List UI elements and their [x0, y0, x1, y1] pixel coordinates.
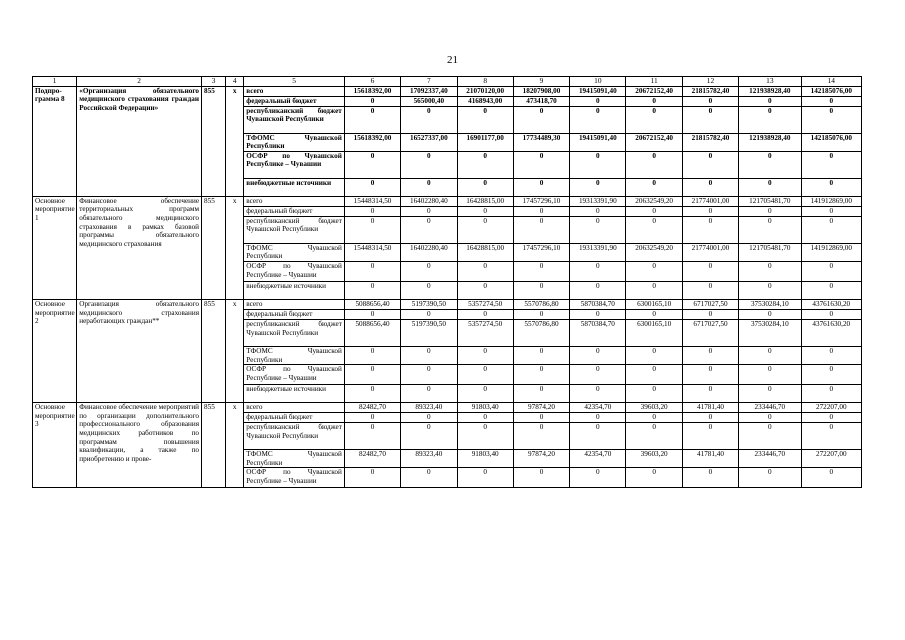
amount-cell: 0 [682, 413, 738, 423]
amount-cell: 0 [401, 385, 457, 403]
program-x-mark: x [226, 403, 244, 488]
amount-cell: 0 [682, 106, 738, 133]
amount-cell: 0 [801, 261, 861, 281]
amount-cell: 0 [344, 106, 400, 133]
program-x-mark: x [226, 196, 244, 299]
amount-cell: 0 [626, 151, 682, 178]
amount-cell: 43761630,20 [801, 319, 861, 346]
amount-cell: 82482,70 [344, 450, 400, 468]
amount-cell: 0 [344, 346, 400, 364]
column-number-2: 2 [77, 77, 202, 87]
amount-cell: 0 [344, 96, 400, 106]
table-row [33, 86, 862, 96]
amount-cell: 4168943,00 [457, 96, 513, 106]
column-number-14: 14 [801, 77, 861, 87]
amount-cell: 21815782,40 [682, 133, 738, 151]
amount-cell: 0 [626, 468, 682, 488]
amount-cell: 6717027,50 [682, 319, 738, 346]
amount-cell: 0 [401, 106, 457, 133]
amount-cell: 0 [801, 413, 861, 423]
funding-source: федеральный бюджет [244, 96, 345, 106]
amount-cell: 39603,20 [626, 450, 682, 468]
funding-source: ТФОМС Чувашской Республики [244, 450, 345, 468]
amount-cell: 565000,40 [401, 96, 457, 106]
amount-cell: 0 [513, 206, 569, 216]
amount-cell: 0 [570, 206, 626, 216]
amount-cell: 121938928,40 [739, 86, 801, 96]
amount-cell: 0 [801, 206, 861, 216]
amount-cell: 0 [682, 178, 738, 196]
funding-source: ОСФР по Чувашской Республике – Чувашии [244, 261, 345, 281]
amount-cell: 0 [682, 281, 738, 299]
amount-cell: 20632549,20 [626, 196, 682, 206]
amount-cell: 0 [401, 346, 457, 364]
column-number-13: 13 [739, 77, 801, 87]
column-number-1: 1 [33, 77, 77, 87]
amount-cell: 0 [513, 106, 569, 133]
table-row [33, 196, 862, 206]
amount-cell: 0 [570, 96, 626, 106]
amount-cell: 0 [682, 346, 738, 364]
amount-cell: 0 [344, 309, 400, 319]
amount-cell: 0 [682, 309, 738, 319]
amount-cell: 82482,70 [344, 403, 400, 413]
amount-cell: 473418,70 [513, 96, 569, 106]
amount-cell: 0 [801, 346, 861, 364]
amount-cell: 89323,40 [401, 450, 457, 468]
amount-cell: 233446,70 [739, 450, 801, 468]
column-number-9: 9 [513, 77, 569, 87]
amount-cell: 0 [801, 385, 861, 403]
amount-cell: 0 [626, 385, 682, 403]
amount-cell: 17457296,10 [513, 243, 569, 261]
amount-cell: 16402280,40 [401, 196, 457, 206]
funding-source: ОСФР по Чувашской Республике – Чувашии [244, 468, 345, 488]
amount-cell: 0 [739, 309, 801, 319]
amount-cell: 0 [513, 151, 569, 178]
funding-source: ТФОМС Чувашской Республики [244, 346, 345, 364]
amount-cell: 0 [344, 468, 400, 488]
amount-cell: 0 [801, 309, 861, 319]
program-code: 855 [202, 299, 226, 402]
amount-cell: 16901177,00 [457, 133, 513, 151]
program-title: Основное мероприятие 2 [33, 299, 77, 402]
amount-cell: 0 [682, 206, 738, 216]
amount-cell: 0 [570, 178, 626, 196]
amount-cell: 0 [739, 365, 801, 385]
amount-cell: 5088656,40 [344, 299, 400, 309]
amount-cell: 16402280,40 [401, 243, 457, 261]
amount-cell: 0 [682, 423, 738, 450]
funding-source: ОСФР по Чувашской Республике – Чувашии [244, 365, 345, 385]
amount-cell: 41781,40 [682, 450, 738, 468]
amount-cell: 142185076,00 [801, 86, 861, 96]
amount-cell: 91803,40 [457, 403, 513, 413]
amount-cell: 233446,70 [739, 403, 801, 413]
amount-cell: 0 [739, 206, 801, 216]
amount-cell: 0 [682, 96, 738, 106]
amount-cell: 0 [457, 385, 513, 403]
amount-cell: 0 [626, 413, 682, 423]
amount-cell: 0 [344, 261, 400, 281]
amount-cell: 0 [513, 423, 569, 450]
amount-cell: 37530284,10 [739, 299, 801, 309]
table-row [33, 403, 862, 413]
funding-source: всего [244, 86, 345, 96]
funding-source: всего [244, 403, 345, 413]
amount-cell: 0 [457, 423, 513, 450]
amount-cell: 0 [457, 413, 513, 423]
amount-cell: 0 [457, 261, 513, 281]
amount-cell: 0 [513, 468, 569, 488]
amount-cell: 5570786,80 [513, 299, 569, 309]
amount-cell: 0 [626, 281, 682, 299]
amount-cell: 0 [570, 468, 626, 488]
amount-cell: 0 [682, 468, 738, 488]
amount-cell: 0 [344, 178, 400, 196]
funding-source: республиканский бюджет Чувашской Республики [244, 319, 345, 346]
amount-cell: 0 [401, 216, 457, 243]
column-number-8: 8 [457, 77, 513, 87]
amount-cell: 0 [457, 178, 513, 196]
amount-cell: 0 [682, 365, 738, 385]
funding-source: федеральный бюджет [244, 309, 345, 319]
program-title: Основное мероприятие 1 [33, 196, 77, 299]
amount-cell: 0 [739, 96, 801, 106]
amount-cell: 0 [801, 281, 861, 299]
amount-cell: 0 [570, 413, 626, 423]
funding-source: ТФОМС Чувашской Республики [244, 243, 345, 261]
amount-cell: 97874,20 [513, 403, 569, 413]
amount-cell: 0 [513, 178, 569, 196]
amount-cell: 0 [570, 346, 626, 364]
amount-cell: 21815782,40 [682, 86, 738, 96]
program-x-mark: x [226, 299, 244, 402]
amount-cell: 0 [513, 309, 569, 319]
amount-cell: 0 [570, 151, 626, 178]
funding-source: федеральный бюджет [244, 206, 345, 216]
amount-cell: 0 [513, 281, 569, 299]
funding-source: внебюджетные источники [244, 385, 345, 403]
amount-cell: 0 [739, 178, 801, 196]
amount-cell: 15618392,00 [344, 133, 400, 151]
program-name: «Организация обязательного медицинского страхования граждан Российской Федерации» [77, 86, 202, 196]
amount-cell: 21774001,00 [682, 196, 738, 206]
funding-source: внебюджетные источники [244, 178, 345, 196]
amount-cell: 6300165,10 [626, 299, 682, 309]
amount-cell: 0 [801, 468, 861, 488]
amount-cell: 0 [344, 206, 400, 216]
amount-cell: 0 [739, 423, 801, 450]
amount-cell: 0 [513, 365, 569, 385]
amount-cell: 0 [570, 261, 626, 281]
amount-cell: 0 [570, 216, 626, 243]
amount-cell: 97874,20 [513, 450, 569, 468]
amount-cell: 0 [513, 413, 569, 423]
program-code: 855 [202, 403, 226, 488]
program-name: Финансовое обеспечение территориальных программ обязательного медицинского страхования в рамках базовой программы обязательного медицинского страхования [77, 196, 202, 299]
amount-cell: 0 [344, 413, 400, 423]
amount-cell: 5570786,80 [513, 319, 569, 346]
amount-cell: 20672152,40 [626, 86, 682, 96]
amount-cell: 0 [801, 423, 861, 450]
amount-cell: 0 [344, 216, 400, 243]
amount-cell: 0 [739, 385, 801, 403]
amount-cell: 0 [570, 281, 626, 299]
amount-cell: 0 [739, 468, 801, 488]
amount-cell: 0 [344, 423, 400, 450]
amount-cell: 0 [344, 281, 400, 299]
funding-source: внебюджетные источники [244, 281, 345, 299]
amount-cell: 0 [739, 151, 801, 178]
amount-cell: 0 [457, 106, 513, 133]
amount-cell: 0 [344, 365, 400, 385]
amount-cell: 0 [513, 346, 569, 364]
amount-cell: 0 [570, 385, 626, 403]
amount-cell: 6300165,10 [626, 319, 682, 346]
amount-cell: 5357274,50 [457, 319, 513, 346]
amount-cell: 16527337,00 [401, 133, 457, 151]
column-number-4: 4 [226, 77, 244, 87]
amount-cell: 42354,70 [570, 403, 626, 413]
amount-cell: 272207,00 [801, 403, 861, 413]
amount-cell: 5088656,40 [344, 319, 400, 346]
amount-cell: 0 [801, 216, 861, 243]
amount-cell: 0 [626, 206, 682, 216]
amount-cell: 43761630,20 [801, 299, 861, 309]
funding-source: республиканский бюджет Чувашской Республики [244, 216, 345, 243]
amount-cell: 121705481,70 [739, 243, 801, 261]
amount-cell: 0 [457, 206, 513, 216]
amount-cell: 15618392,00 [344, 86, 400, 96]
column-number-6: 6 [344, 77, 400, 87]
amount-cell: 0 [401, 206, 457, 216]
amount-cell: 0 [801, 96, 861, 106]
amount-cell: 0 [401, 151, 457, 178]
amount-cell: 0 [682, 385, 738, 403]
amount-cell: 0 [401, 423, 457, 450]
table-row [33, 299, 862, 309]
amount-cell: 17092337,40 [401, 86, 457, 96]
amount-cell: 0 [626, 216, 682, 243]
amount-cell: 0 [513, 261, 569, 281]
amount-cell: 0 [626, 423, 682, 450]
amount-cell: 0 [682, 216, 738, 243]
amount-cell: 0 [401, 413, 457, 423]
amount-cell: 0 [457, 216, 513, 243]
amount-cell: 19415091,40 [570, 86, 626, 96]
column-number-10: 10 [570, 77, 626, 87]
amount-cell: 0 [401, 178, 457, 196]
amount-cell: 0 [457, 365, 513, 385]
amount-cell: 5197390,50 [401, 319, 457, 346]
amount-cell: 91803,40 [457, 450, 513, 468]
amount-cell: 39603,20 [626, 403, 682, 413]
program-code: 855 [202, 196, 226, 299]
amount-cell: 0 [626, 106, 682, 133]
amount-cell: 0 [739, 106, 801, 133]
amount-cell: 89323,40 [401, 403, 457, 413]
amount-cell: 5357274,50 [457, 299, 513, 309]
program-title: Основное мероприятие 3 [33, 403, 77, 488]
program-name: Организация обязательного медицинского страхования неработающих граждан** [77, 299, 202, 402]
amount-cell: 20672152,40 [626, 133, 682, 151]
column-number-11: 11 [626, 77, 682, 87]
amount-cell: 0 [401, 261, 457, 281]
amount-cell: 19313391,90 [570, 243, 626, 261]
amount-cell: 0 [626, 346, 682, 364]
amount-cell: 0 [344, 385, 400, 403]
amount-cell: 0 [739, 261, 801, 281]
amount-cell: 15448314,50 [344, 243, 400, 261]
funding-source: ТФОМС Чувашской Республики [244, 133, 345, 151]
amount-cell: 141912869,00 [801, 243, 861, 261]
amount-cell: 0 [513, 216, 569, 243]
amount-cell: 18207908,00 [513, 86, 569, 96]
amount-cell: 0 [570, 423, 626, 450]
amount-cell: 0 [457, 346, 513, 364]
amount-cell: 0 [401, 468, 457, 488]
amount-cell: 0 [626, 96, 682, 106]
amount-cell: 141912869,00 [801, 196, 861, 206]
amount-cell: 0 [801, 106, 861, 133]
amount-cell: 0 [626, 365, 682, 385]
amount-cell: 19415091,40 [570, 133, 626, 151]
amount-cell: 5870384,70 [570, 299, 626, 309]
amount-cell: 0 [457, 151, 513, 178]
amount-cell: 0 [682, 261, 738, 281]
amount-cell: 0 [739, 413, 801, 423]
amount-cell: 17457296,10 [513, 196, 569, 206]
funding-source: всего [244, 196, 345, 206]
amount-cell: 19313391,90 [570, 196, 626, 206]
column-number-12: 12 [682, 77, 738, 87]
amount-cell: 0 [739, 216, 801, 243]
amount-cell: 0 [457, 281, 513, 299]
column-number-row [33, 77, 862, 87]
amount-cell: 0 [457, 309, 513, 319]
funding-source: федеральный бюджет [244, 413, 345, 423]
program-code: 855 [202, 86, 226, 196]
amount-cell: 0 [401, 281, 457, 299]
amount-cell: 142185076,00 [801, 133, 861, 151]
amount-cell: 272207,00 [801, 450, 861, 468]
page-number: 21 [447, 54, 458, 66]
funding-source: республиканский бюджет Чувашской Республики [244, 106, 345, 133]
amount-cell: 121938928,40 [739, 133, 801, 151]
column-number-5: 5 [244, 77, 345, 87]
amount-cell: 0 [682, 151, 738, 178]
amount-cell: 21070120,00 [457, 86, 513, 96]
amount-cell: 42354,70 [570, 450, 626, 468]
amount-cell: 15448314,50 [344, 196, 400, 206]
column-number-3: 3 [202, 77, 226, 87]
amount-cell: 0 [739, 346, 801, 364]
amount-cell: 0 [739, 281, 801, 299]
funding-source: ОСФР по Чувашской Республике – Чувашии [244, 151, 345, 178]
program-title: Подпро-грамма 8 [33, 86, 77, 196]
amount-cell: 16428815,00 [457, 243, 513, 261]
program-name: Финансовое обеспечение мероприятий по организации дополнительного профессионального образования медицинских работников по программам повышения квалификации, а также по приобретению и прове- [77, 403, 202, 488]
amount-cell: 16428815,00 [457, 196, 513, 206]
amount-cell: 17734489,30 [513, 133, 569, 151]
amount-cell: 37530284,10 [739, 319, 801, 346]
funding-source: всего [244, 299, 345, 309]
amount-cell: 0 [626, 261, 682, 281]
amount-cell: 0 [801, 365, 861, 385]
amount-cell: 21774001,00 [682, 243, 738, 261]
amount-cell: 0 [570, 106, 626, 133]
amount-cell: 0 [457, 468, 513, 488]
amount-cell: 5870384,70 [570, 319, 626, 346]
amount-cell: 0 [401, 365, 457, 385]
amount-cell: 20632549,20 [626, 243, 682, 261]
amount-cell: 0 [401, 309, 457, 319]
amount-cell: 41781,40 [682, 403, 738, 413]
amount-cell: 5197390,50 [401, 299, 457, 309]
amount-cell: 121705481,70 [739, 196, 801, 206]
amount-cell: 6717027,50 [682, 299, 738, 309]
amount-cell: 0 [626, 309, 682, 319]
column-number-7: 7 [401, 77, 457, 87]
amount-cell: 0 [801, 151, 861, 178]
amount-cell: 0 [513, 385, 569, 403]
program-x-mark: x [226, 86, 244, 196]
funding-source: республиканский бюджет Чувашской Республики [244, 423, 345, 450]
amount-cell: 0 [570, 309, 626, 319]
amount-cell: 0 [570, 365, 626, 385]
amount-cell: 0 [344, 151, 400, 178]
budget-table [32, 76, 862, 488]
amount-cell: 0 [626, 178, 682, 196]
amount-cell: 0 [801, 178, 861, 196]
